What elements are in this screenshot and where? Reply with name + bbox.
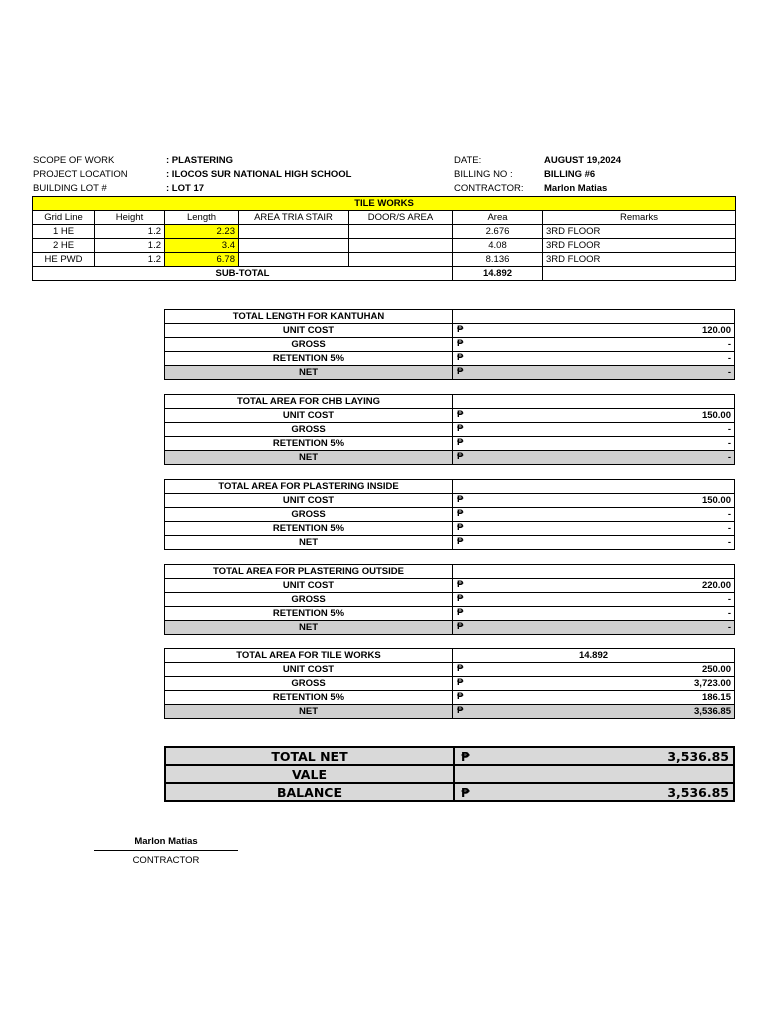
tile-works-table [32,196,736,281]
length-cell: 2.23 [165,225,239,239]
unit-cost-value [453,409,735,423]
gross-value [453,677,735,691]
unit-cost-value [453,494,735,508]
amount: 150.00 [701,410,731,421]
gross-label: GROSS [165,338,453,352]
retention-value [453,437,735,451]
gross-value [453,338,735,352]
table-row [33,225,736,239]
peso-sign: ₱ [457,663,464,674]
gross-label: GROSS [165,593,453,607]
summary-title-value [453,395,735,409]
amount: - [727,523,731,534]
amount: - [727,339,731,350]
unit-cost-value [453,324,735,338]
amount: 150.00 [701,495,731,506]
retention-label: RETENTION 5% [165,352,453,366]
summary-title-value [453,480,735,494]
total-net-label: TOTAL NET [165,747,454,765]
summary-title: TOTAL LENGTH FOR KANTUHAN [165,310,453,324]
signature-name: Marlon Matias [134,836,198,847]
tile-works-title: TILE WORKS [33,197,736,211]
scope-value: : PLASTERING [166,155,234,166]
net-label: NET [165,705,453,719]
summary-block [164,564,735,635]
subtotal-row [33,267,736,281]
peso-sign: ₱ [457,409,464,420]
column-header: Remarks [543,211,736,225]
amount: 186.15 [701,692,731,703]
gross-value [453,508,735,522]
unit-cost-value [453,663,735,677]
location-value: : ILOCOS SUR NATIONAL HIGH SCHOOL [166,169,352,180]
unit-cost-value [453,579,735,593]
door-area-cell [349,239,453,253]
vale-label: VALE [165,765,454,783]
retention-label: RETENTION 5% [165,437,453,451]
location-label: PROJECT LOCATION [33,169,128,180]
unit-cost-label: UNIT COST [165,324,453,338]
lot-value: : LOT 17 [166,183,205,194]
date-label: DATE: [454,155,482,166]
peso-sign: ₱ [457,324,464,335]
subtotal-label: SUB-TOTAL [33,267,453,281]
retention-value [453,607,735,621]
tria-area-cell [239,225,349,239]
column-header: Height [95,211,165,225]
remarks-cell: 3RD FLOOR [543,253,736,267]
summary-block [164,479,735,550]
amount: - [727,622,731,633]
grid-line-cell: 2 HE [33,239,95,253]
peso-sign: ₱ [457,423,464,434]
lot-label: BUILDING LOT # [33,183,107,194]
summary-title: TOTAL AREA FOR PLASTERING OUTSIDE [165,565,453,579]
date-value: AUGUST 19,2024 [544,155,622,166]
signature-role: CONTRACTOR [132,855,200,866]
amount: - [727,353,731,364]
peso-sign: ₱ [457,607,464,618]
summary-title-value: 14.892 [453,649,735,663]
amount: - [727,608,731,619]
peso-sign: ₱ [457,494,464,505]
amount: 3,536.85 [667,784,729,800]
peso-sign: ₱ [457,691,464,702]
amount: - [727,452,731,463]
area-cell: 2.676 [453,225,543,239]
peso-sign: ₱ [457,522,464,533]
amount: 3,723.00 [694,678,731,689]
net-value [453,705,735,719]
scope-label: SCOPE OF WORK [33,155,115,166]
peso-sign: ₱ [457,338,464,349]
contractor-value: Marlon Matias [544,183,608,194]
net-label: NET [165,366,453,380]
peso-sign: ₱ [457,366,464,377]
door-area-cell [349,225,453,239]
retention-value [453,352,735,366]
grid-line-cell: 1 HE [33,225,95,239]
summary-title: TOTAL AREA FOR CHB LAYING [165,395,453,409]
peso-sign: ₱ [457,593,464,604]
peso-sign: ₱ [457,437,464,448]
summary-block [164,394,735,465]
billing-label: BILLING NO : [454,169,513,180]
peso-sign: ₱ [457,705,464,716]
amount: 250.00 [701,664,731,675]
table-row [33,253,736,267]
vale-value [454,765,734,783]
unit-cost-label: UNIT COST [165,494,453,508]
signature-line [94,850,238,851]
retention-label: RETENTION 5% [165,691,453,705]
net-label: NET [165,621,453,635]
gross-label: GROSS [165,423,453,437]
retention-value [453,522,735,536]
column-header: Length [165,211,239,225]
net-value [453,621,735,635]
summary-title-value [453,310,735,324]
gross-label: GROSS [165,677,453,691]
net-label: NET [165,536,453,550]
subtotal-remarks [543,267,736,281]
peso-sign: ₱ [457,579,464,590]
door-area-cell [349,253,453,267]
remarks-cell: 3RD FLOOR [543,225,736,239]
height-cell: 1.2 [95,225,165,239]
tria-area-cell [239,239,349,253]
unit-cost-label: UNIT COST [165,663,453,677]
column-header: AREA TRIA STAIR [239,211,349,225]
height-cell: 1.2 [95,253,165,267]
billing-value: BILLING #6 [544,169,596,180]
column-header: Grid Line [33,211,95,225]
subtotal-value: 14.892 [453,267,543,281]
summary-title: TOTAL AREA FOR PLASTERING INSIDE [165,480,453,494]
remarks-cell: 3RD FLOOR [543,239,736,253]
retention-value [453,691,735,705]
peso-sign: ₱ [461,749,470,764]
net-value [453,366,735,380]
amount: 3,536.85 [694,706,731,717]
gross-label: GROSS [165,508,453,522]
amount: - [727,424,731,435]
gross-value [453,423,735,437]
column-header: Area [453,211,543,225]
amount: 120.00 [701,325,731,336]
retention-label: RETENTION 5% [165,607,453,621]
net-value [453,536,735,550]
unit-cost-label: UNIT COST [165,409,453,423]
amount: - [727,367,731,378]
peso-sign: ₱ [461,785,470,800]
amount: - [727,438,731,449]
net-value [453,451,735,465]
length-cell: 6.78 [165,253,239,267]
peso-sign: ₱ [457,621,464,632]
summary-title: TOTAL AREA FOR TILE WORKS [165,649,453,663]
summary-title-value [453,565,735,579]
height-cell: 1.2 [95,239,165,253]
tria-area-cell [239,253,349,267]
area-cell: 4.08 [453,239,543,253]
peso-sign: ₱ [457,352,464,363]
totals-table [164,746,735,802]
peso-sign: ₱ [457,536,464,547]
summary-block [164,309,735,380]
amount: - [727,509,731,520]
area-cell: 8.136 [453,253,543,267]
retention-label: RETENTION 5% [165,522,453,536]
peso-sign: ₱ [457,677,464,688]
unit-cost-label: UNIT COST [165,579,453,593]
length-cell: 3.4 [165,239,239,253]
peso-sign: ₱ [457,451,464,462]
balance-value [454,783,734,801]
gross-value [453,593,735,607]
table-row [33,239,736,253]
amount: 220.00 [701,580,731,591]
contractor-label: CONTRACTOR: [454,183,524,194]
grid-line-cell: HE PWD [33,253,95,267]
balance-label: BALANCE [165,783,454,801]
summary-block [164,648,735,719]
amount: 3,536.85 [667,748,729,764]
peso-sign: ₱ [457,508,464,519]
net-label: NET [165,451,453,465]
amount: - [727,537,731,548]
amount: - [727,594,731,605]
column-header: DOOR/S AREA [349,211,453,225]
total-net-value [454,747,734,765]
